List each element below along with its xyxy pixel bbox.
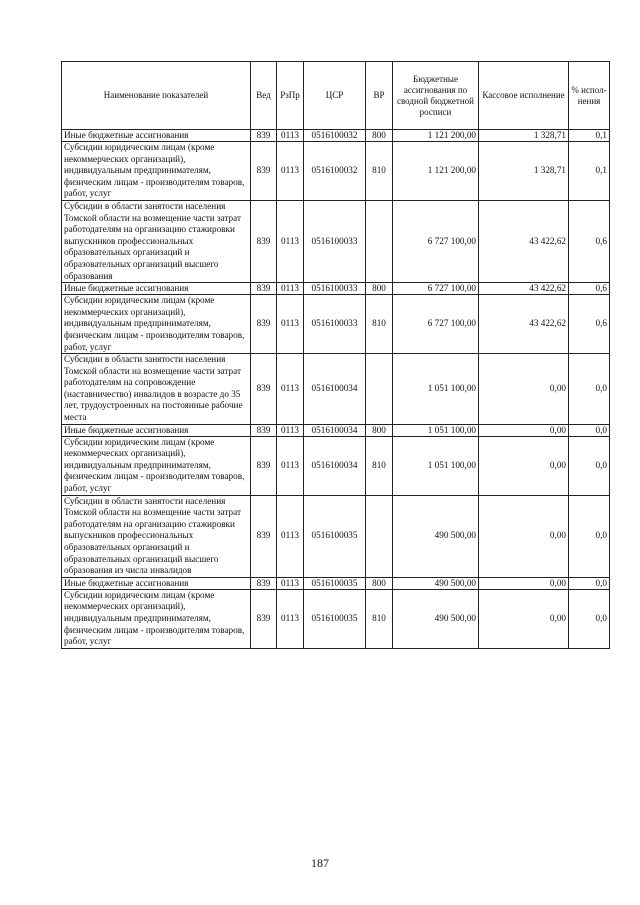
row-cash-cell: 0,00 bbox=[479, 495, 569, 577]
table-row bbox=[62, 295, 610, 354]
header-rzpr: РзПр bbox=[277, 62, 304, 130]
row-assignments-cell: 490 500,00 bbox=[393, 577, 479, 589]
row-ved-cell: 839 bbox=[251, 142, 277, 201]
row-name-cell: Иные бюджетные ассигнования bbox=[62, 424, 251, 436]
row-cash-cell: 0,00 bbox=[479, 354, 569, 425]
row-assignments-cell: 1 121 200,00 bbox=[393, 130, 479, 142]
row-vr-cell bbox=[366, 200, 393, 282]
row-rzpr-cell: 0113 bbox=[277, 130, 304, 142]
row-cash-cell: 43 422,62 bbox=[479, 200, 569, 282]
row-percent-cell: 0,0 bbox=[569, 577, 610, 589]
table-row bbox=[62, 495, 610, 577]
row-rzpr-cell: 0113 bbox=[277, 283, 304, 295]
row-percent-cell: 0,0 bbox=[569, 436, 610, 495]
row-percent-cell: 0,6 bbox=[569, 295, 610, 354]
row-rzpr-cell: 0113 bbox=[277, 142, 304, 201]
row-ved-cell: 839 bbox=[251, 200, 277, 282]
row-assignments-cell: 1 051 100,00 bbox=[393, 354, 479, 425]
row-ved-cell: 839 bbox=[251, 589, 277, 648]
page-number: 187 bbox=[311, 856, 329, 870]
row-percent-cell: 0,0 bbox=[569, 424, 610, 436]
row-assignments-cell: 6 727 100,00 bbox=[393, 283, 479, 295]
row-cash-cell: 43 422,62 bbox=[479, 283, 569, 295]
row-cash-cell: 1 328,71 bbox=[479, 142, 569, 201]
row-assignments-cell: 6 727 100,00 bbox=[393, 295, 479, 354]
table-row bbox=[62, 130, 610, 142]
row-rzpr-cell: 0113 bbox=[277, 589, 304, 648]
row-assignments-cell: 1 121 200,00 bbox=[393, 142, 479, 201]
row-name-cell: Субсидии в области занятости населения Томской области на возмещение части затрат работодателям на сопровождение (наставничество) инвалидов в возрасте до 35 лет, трудоустроенных на постоянные рабочие места bbox=[62, 354, 251, 425]
row-cash-cell: 1 328,71 bbox=[479, 130, 569, 142]
row-csr-cell: 0516100034 bbox=[304, 436, 366, 495]
row-percent-cell: 0,1 bbox=[569, 130, 610, 142]
row-percent-cell: 0,0 bbox=[569, 354, 610, 425]
header-name: Наименование показателей bbox=[62, 62, 251, 130]
table-row bbox=[62, 589, 610, 648]
row-name-cell: Иные бюджетные ассигнования bbox=[62, 577, 251, 589]
row-csr-cell: 0516100033 bbox=[304, 295, 366, 354]
row-vr-cell: 800 bbox=[366, 424, 393, 436]
row-vr-cell: 810 bbox=[366, 436, 393, 495]
row-name-cell: Иные бюджетные ассигнования bbox=[62, 283, 251, 295]
row-cash-cell: 0,00 bbox=[479, 589, 569, 648]
row-assignments-cell: 490 500,00 bbox=[393, 495, 479, 577]
row-name-cell: Субсидии в области занятости населения Томской области на возмещение части затрат работодателям на организацию стажировки выпускников профессиональных образовательных организаций и образовательных организаций высшего образования bbox=[62, 200, 251, 282]
row-vr-cell: 800 bbox=[366, 130, 393, 142]
table-header-row bbox=[62, 62, 610, 130]
row-percent-cell: 0,0 bbox=[569, 495, 610, 577]
row-cash-cell: 0,00 bbox=[479, 577, 569, 589]
row-cash-cell: 0,00 bbox=[479, 436, 569, 495]
row-percent-cell: 0,0 bbox=[569, 589, 610, 648]
row-ved-cell: 839 bbox=[251, 495, 277, 577]
row-ved-cell: 839 bbox=[251, 354, 277, 425]
header-assignments: Бюджетные ассигнования по сводной бюджетной росписи bbox=[393, 62, 479, 130]
row-rzpr-cell: 0113 bbox=[277, 354, 304, 425]
row-assignments-cell: 490 500,00 bbox=[393, 589, 479, 648]
row-vr-cell bbox=[366, 495, 393, 577]
row-assignments-cell: 1 051 100,00 bbox=[393, 424, 479, 436]
header-percent: % испол-нения bbox=[569, 62, 610, 130]
table-row bbox=[62, 142, 610, 201]
row-percent-cell: 0,6 bbox=[569, 200, 610, 282]
row-assignments-cell: 6 727 100,00 bbox=[393, 200, 479, 282]
row-ved-cell: 839 bbox=[251, 295, 277, 354]
header-cash-execution: Кассовое исполнение bbox=[479, 62, 569, 130]
table-row bbox=[62, 354, 610, 425]
table-row bbox=[62, 436, 610, 495]
row-name-cell: Субсидии юридическим лицам (кроме некоммерческих организаций), индивидуальным предпринимателям, физическим лицам - производителям товаров, работ, услуг bbox=[62, 589, 251, 648]
row-ved-cell: 839 bbox=[251, 283, 277, 295]
row-csr-cell: 0516100035 bbox=[304, 495, 366, 577]
row-name-cell: Субсидии юридическим лицам (кроме некоммерческих организаций), индивидуальным предпринимателям, физическим лицам - производителям товаров, работ, услуг bbox=[62, 436, 251, 495]
row-percent-cell: 0,6 bbox=[569, 283, 610, 295]
header-vr: ВР bbox=[366, 62, 393, 130]
row-rzpr-cell: 0113 bbox=[277, 495, 304, 577]
row-csr-cell: 0516100032 bbox=[304, 142, 366, 201]
row-cash-cell: 0,00 bbox=[479, 424, 569, 436]
row-ved-cell: 839 bbox=[251, 424, 277, 436]
row-name-cell: Субсидии юридическим лицам (кроме некоммерческих организаций), индивидуальным предпринимателям, физическим лицам - производителям товаров, работ, услуг bbox=[62, 142, 251, 201]
row-name-cell: Субсидии в области занятости населения Томской области на возмещение части затрат работодателям на организацию стажировки выпускников профессиональных образовательных организаций и образовательных организаций высшего образования из числа инвалидов bbox=[62, 495, 251, 577]
table-row bbox=[62, 577, 610, 589]
row-rzpr-cell: 0113 bbox=[277, 295, 304, 354]
row-ved-cell: 839 bbox=[251, 577, 277, 589]
row-name-cell: Субсидии юридическим лицам (кроме некоммерческих организаций), индивидуальным предпринимателям, физическим лицам - производителям товаров, работ, услуг bbox=[62, 295, 251, 354]
table-row bbox=[62, 424, 610, 436]
budget-table bbox=[61, 61, 610, 649]
row-csr-cell: 0516100033 bbox=[304, 283, 366, 295]
row-assignments-cell: 1 051 100,00 bbox=[393, 436, 479, 495]
row-percent-cell: 0,1 bbox=[569, 142, 610, 201]
row-csr-cell: 0516100033 bbox=[304, 200, 366, 282]
row-rzpr-cell: 0113 bbox=[277, 424, 304, 436]
row-rzpr-cell: 0113 bbox=[277, 577, 304, 589]
header-csr: ЦСР bbox=[304, 62, 366, 130]
row-csr-cell: 0516100035 bbox=[304, 589, 366, 648]
header-ved: Вед bbox=[251, 62, 277, 130]
row-cash-cell: 43 422,62 bbox=[479, 295, 569, 354]
row-vr-cell: 810 bbox=[366, 295, 393, 354]
row-rzpr-cell: 0113 bbox=[277, 436, 304, 495]
row-csr-cell: 0516100034 bbox=[304, 424, 366, 436]
row-csr-cell: 0516100032 bbox=[304, 130, 366, 142]
row-vr-cell: 810 bbox=[366, 142, 393, 201]
row-vr-cell: 810 bbox=[366, 589, 393, 648]
row-csr-cell: 0516100035 bbox=[304, 577, 366, 589]
row-ved-cell: 839 bbox=[251, 130, 277, 142]
row-ved-cell: 839 bbox=[251, 436, 277, 495]
row-vr-cell: 800 bbox=[366, 283, 393, 295]
table-row bbox=[62, 283, 610, 295]
table-row bbox=[62, 200, 610, 282]
row-vr-cell bbox=[366, 354, 393, 425]
row-vr-cell: 800 bbox=[366, 577, 393, 589]
row-rzpr-cell: 0113 bbox=[277, 200, 304, 282]
row-name-cell: Иные бюджетные ассигнования bbox=[62, 130, 251, 142]
row-csr-cell: 0516100034 bbox=[304, 354, 366, 425]
